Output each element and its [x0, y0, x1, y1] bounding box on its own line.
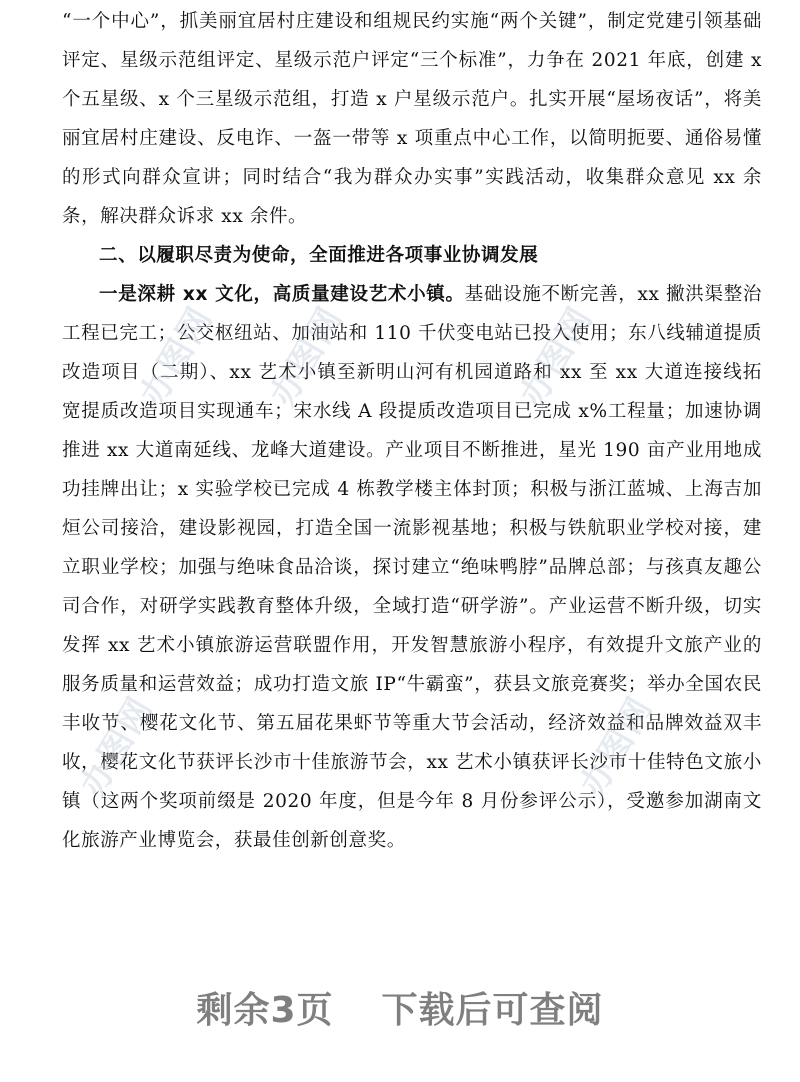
- section-heading: 二、以履职尽责为使命，全面推进各项事业协调发展: [99, 245, 539, 266]
- paragraph-1: “一个中心”，抓美丽宜居村庄建设和组规民约实施“两个关键”，制定党建引领基础评定、星级示范组评定、星级示范户评定“三个标准”，力争在 2021 年底，创建 x 个五星级、x 个三星级示范组，打造 x 户星级示范户。扎实开展“屋场夜话”，将美丽宜居村庄建设、反电诈、一盔一带等 x 项重点中心工作，以简明扼要、通俗易懂的形式向群众宣讲；同时结合“我为群众办实事”实践活动，收集群众意见 xx 余条，解决群众诉求 xx 余件。: [62, 11, 762, 227]
- watermark: 办图网: [262, 299, 352, 414]
- document-body: [62, 2, 762, 860]
- paragraph-2-lead: 一是深耕 xx 文化，高质量建设艺术小镇。: [99, 284, 465, 305]
- paragraph-2: [62, 275, 762, 860]
- watermark: 办图网: [132, 299, 222, 414]
- remaining-pages-label: 剩余3页: [196, 990, 334, 1031]
- watermark: 办图网: [72, 689, 162, 804]
- remaining-pages-notice[interactable]: [0, 982, 800, 1033]
- watermark: 办图网: [572, 689, 662, 804]
- watermark: 办图网: [512, 299, 602, 414]
- paragraph-2-body: 基础设施不断完善，xx 撇洪渠整治工程已完工；公交枢纽站、加油站和 110 千伏变电站已投入使用；东八线辅道提质改造项目（二期）、xx 艺术小镇至新明山河有机园道路和 xx 至 xx 大道连接线拓宽提质改造项目实现通车；宋水线 A 段提质改造项目已完成 x%工程量；加速协调推进 xx 大道南延线、龙峰大道建设。产业项目不断推进，星光 190 亩产业用地成功挂牌出让；x 实验学校已完成 4 栋教学楼主体封顶；积极与浙江蓝城、上海吉加烜公司接洽，建设影视园，打造全国一流影视基地；积极与铁航职业学校对接，建立职业学校；加强与绝味食品洽谈，探讨建立“绝味鸭脖”品牌总部；与孩真友趣公司合作，对研学实践教育整体升级，全域打造“研学游”。产业运营不断升级，切实发挥 xx 艺术小镇旅游运营联盟作用，开发智慧旅游小程序，有效提升文旅产业的服务质量和运营效益；成功打造文旅 IP“牛霸蛮”，获县文旅竞赛奖；举办全国农民丰收节、樱花文化节、第五届花果虾节等重大节会活动，经济效益和品牌效益双丰收，樱花文化节获评长沙市十佳旅游节会，xx 艺术小镇获评长沙市十佳特色文旅小镇（这两个奖项前缀是 2020 年度，但是今年 8 月份参评公示），受邀参加湖南文化旅游产业博览会，获最佳创新创意奖。: [62, 284, 762, 851]
- download-to-view-label: 下载后可查阅: [381, 990, 604, 1031]
